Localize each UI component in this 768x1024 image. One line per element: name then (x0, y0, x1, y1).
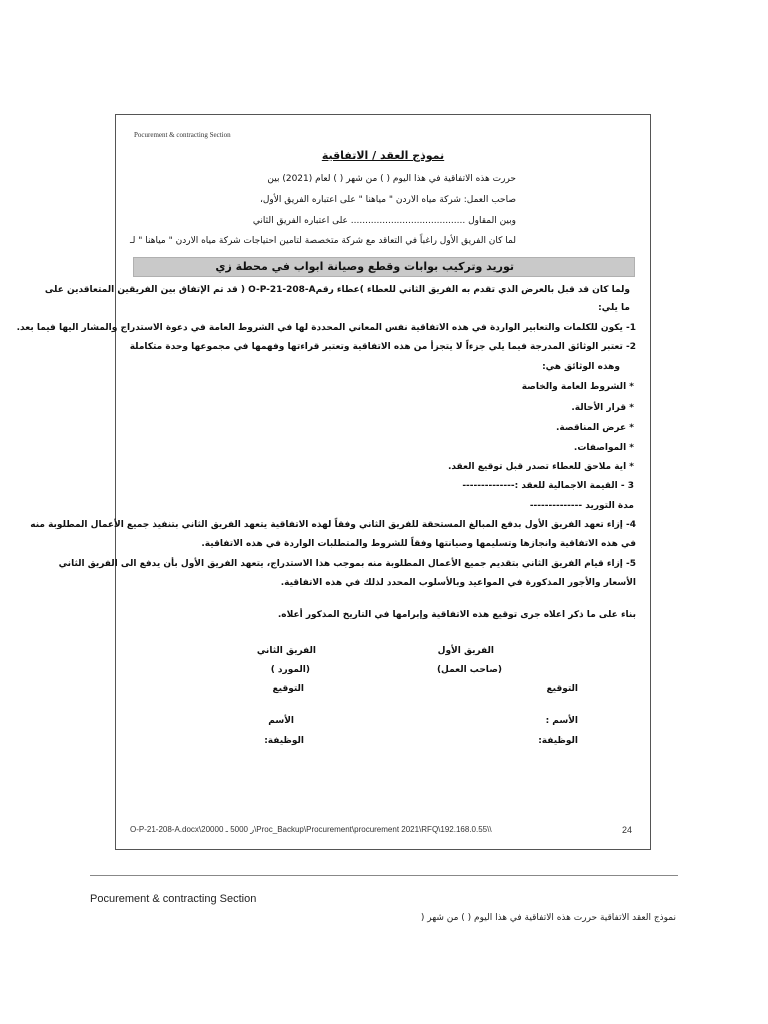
intro-line-4: لما كان الفريق الأول راغباً في التعاقد مع شركة متخصصة لتامين احتياجات شركة مياه الاردن " مياهنا " لـ (130, 236, 516, 246)
clause-intro: ولما كان قد قبل بالعرض الذي تقدم به الفريق الثاني للعطاء )عطاء رقمO-P-21-208-A ( قد تم الإتفاق بين الفريقين المتعاقدين على (44, 285, 630, 295)
intro-line-2: صاحب العمل: شركة مياه الاردن " مياهنا " على اعتباره الفريق الأول، (259, 195, 516, 205)
doc-item-5: * اية ملاحق للعطاء تصدر قبل توقيع العقد. (447, 462, 634, 472)
clause-intro-2: ما يلي: (598, 303, 630, 313)
document-title: نموذج العقد / الاتفاقية (321, 149, 445, 162)
subject-band (133, 257, 635, 277)
subject-band-text: توريد وتركيب بوابات وقطع وصيانة ابواب في محطة زي (215, 260, 514, 273)
second-party-signature-label: التوقيع (272, 684, 304, 694)
second-party-sub: (المورد ) (270, 665, 310, 675)
first-party-sub: (صاحب العمل) (436, 665, 502, 675)
clause-4-cont: في هذه الاتفاقية وانجازها وتسليمها وصيانتها وفقاً للشروط والمتطلبات الواردة في هذه الاتفاقية. (201, 539, 636, 549)
second-party-title: الفريق الثاني (256, 646, 316, 656)
clause-3-duration: مدة التوريد -------------- (529, 501, 634, 511)
doc-item-1: * الشروط العامة والخاصة (521, 382, 634, 392)
intro-line-3: وبين المقاول ........................................ على اعتباره الفريق الثاني (252, 216, 516, 226)
clause-1: 1- يكون للكلمات والتعابير الواردة في هذه الاتفاقية نفس المعاني المحددة لها في الشروط العامة في دعوة الاستدراج والمشار اليها فيما بعد. (16, 323, 636, 333)
clause-3: 3 - القيمة الاجمالية للعقد :-------------- (462, 481, 634, 491)
page-number: 24 (621, 825, 632, 835)
clause-4: 4- إزاء تعهد الفريق الأول بدفع المبالغ المستحقة للفريق الثاني وفقاً لهذه الاتفاقية يتعهد الفريق الثاني بتنفيذ جميع الأعمال المطلوبة منه (30, 520, 636, 530)
second-party-name-label: الأسم (268, 716, 294, 726)
first-party-name-label: الأسم : (545, 716, 578, 726)
clause-5-cont: الأسعار والأجور المذكورة في المواعيد وبالأسلوب المحدد لذلك في هذه الاتفاقية. (280, 578, 636, 588)
clause-2-docs: وهذه الوثائق هي: (542, 362, 620, 372)
doc-item-2: * قرار الأحالة. (571, 403, 634, 413)
doc-item-4: * المواصفات. (573, 443, 634, 453)
first-party-title: الفريق الأول (437, 646, 494, 656)
page-divider (90, 875, 678, 876)
first-party-job-label: الوظيفة: (538, 736, 578, 746)
first-party-signature-label: التوقيع (546, 684, 578, 694)
second-party-job-label: الوظيفة: (264, 736, 304, 746)
frame-header: Pocurement & contracting Section (134, 131, 231, 139)
page-footer-text: نموذج العقد الاتفاقية حررت هذه الاتفاقية في هذا اليوم ( ) من شهر ( (420, 913, 676, 923)
file-path-footer: O-P-21-208-A.docx\20000 ر 5000 ـ\Proc_Backup\Procurement\procurement 2021\RFQ\192.168.0.55\\ (130, 825, 492, 834)
doc-item-3: * عرض المناقصة. (555, 423, 634, 433)
page-footer-title: Pocurement & contracting Section (90, 893, 257, 905)
intro-line-1: حررت هذه الاتفاقية في هذا اليوم ( ) من شهر ( ) لعام (2021) بين (267, 174, 516, 184)
clause-2: 2- تعتبر الوثائق المدرجة فيما يلي جزءاً لا يتجزأ من هذه الاتفاقية وتعتبر قراءتها وفهمها في مجموعها وحدة متكاملة (129, 342, 636, 352)
document-frame (16, 114, 651, 850)
clause-5: 5- إزاء قيام الفريق الثاني بتقديم جميع الأعمال المطلوبة منه بموجب هذا الاستدراج، يتعهد الفريق الأول بأن يدفع الى الفريق الثاني (58, 559, 636, 569)
closing-line: بناء على ما ذكر اعلاه جرى توقيع هذه الاتفاقية وإبرامها في التاريخ المذكور أعلاه. (277, 610, 636, 620)
